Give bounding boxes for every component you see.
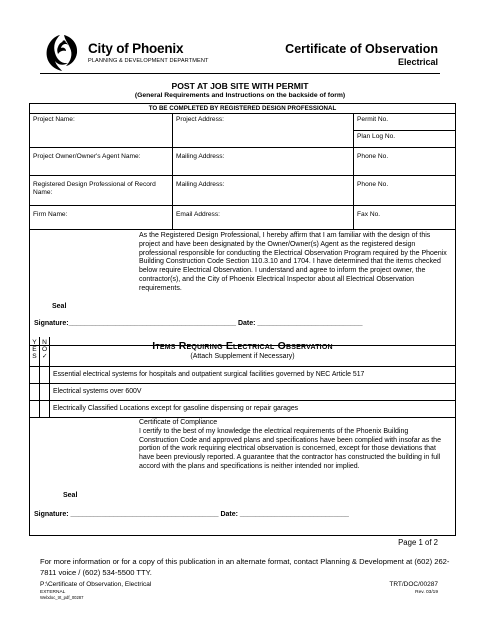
item-yes-checkbox[interactable] (30, 401, 40, 417)
item-row (30, 384, 455, 401)
seal-label: Seal (63, 492, 78, 499)
compliance-title: Certificate of Compliance (139, 419, 218, 426)
webdoc-id: Webdoc_trt_pdf_00287 (40, 595, 84, 600)
item-no-checkbox[interactable] (40, 384, 50, 400)
plan-log-no-field[interactable]: Plan Log No. (357, 133, 396, 140)
affirmation-text: As the Registered Design Professional, I hereby affirm that I am familiar with the design of this project and have been designated by the Owner/Owner(s) Agent as the registered design professional responsible for conducting the Electrical Observation Program required by the Phoenix Building Construction Code Section 110.3.10 and 1704. I have determined that the items checked below require Electrical Observation. I understand and agree to inform the project owner, the contractor(s), and the City of Phoenix Electrical Inspector about all Electrical Observation requirements. (139, 232, 447, 292)
document-subtitle: Electrical (397, 57, 438, 67)
compliance-block (139, 419, 449, 472)
compliance-text: I certify to the best of my knowledge the electrical requirements of the Phoenix Building Construction Code and approved plans and specifications have been complied with insofar as the portion of the work requiring electrical observation is concerned, except for those deviations that have been previously reported. A guarantee that the contractor has constructed the building in full accord with the plans and specifications is neither intended nor implied. (139, 427, 441, 470)
document-title: Certificate of Observation (285, 42, 438, 56)
item-yes-checkbox[interactable] (30, 384, 40, 400)
item-row (30, 367, 455, 384)
revision-date: Rev. 03/19 (415, 590, 438, 595)
header-divider (40, 73, 440, 74)
department-name: PLANNING & DEVELOPMENT DEPARTMENT (88, 58, 209, 64)
permit-no-field[interactable]: Permit No. (354, 114, 455, 131)
signature-date-line[interactable]: Signature: ______________________________________ Date: ____________________________ (34, 511, 349, 518)
item-no-checkbox[interactable] (40, 401, 50, 417)
item-text: Essential electrical systems for hospitals and outpatient surgical facilities governed by NEC Article 517 (53, 371, 365, 378)
item-row (30, 401, 455, 418)
owner-mailing-field[interactable]: Mailing Address: (173, 148, 354, 175)
no-column-label: N O ✓ (40, 337, 50, 367)
firm-row (30, 206, 455, 230)
owner-name-field[interactable]: Project Owner/Owner's Agent Name: (30, 148, 173, 175)
project-name-field[interactable]: Project Name: (30, 114, 173, 147)
seal-label: Seal (52, 303, 67, 310)
owner-phone-field[interactable]: Phone No. (357, 153, 389, 160)
item-no-checkbox[interactable] (40, 367, 50, 383)
permit-cell (354, 114, 455, 147)
item-yes-checkbox[interactable] (30, 367, 40, 383)
contact-info: For more information or for a copy of this publication in an alternate format, contact Planning & Development at (602) 262-7811 voice / (602) 534-5500 TTY. (40, 557, 450, 577)
items-subtitle: (Attach Supplement if Necessary) (190, 353, 295, 360)
fax-no-field[interactable]: Fax No. (357, 211, 381, 218)
phoenix-bird-logo-icon (44, 32, 80, 72)
items-title: Items Requiring Electrical Observation (152, 340, 333, 352)
project-row (30, 114, 455, 148)
rdp-mailing-field[interactable]: Mailing Address: (173, 176, 354, 205)
observation-items-section (29, 337, 456, 536)
intro-heading: POST AT JOB SITE WITH PERMIT (171, 81, 309, 91)
document-code: TRT/DOC/00287 (389, 581, 438, 588)
signature-date-line[interactable]: Signature:___________________________________________ Date: ___________________________ (34, 320, 363, 327)
items-header (30, 337, 455, 367)
external-label: EXTERNAL (40, 590, 66, 595)
file-path: P:\Certificate of Observation, Electrical (40, 581, 152, 588)
project-address-field[interactable]: Project Address: (173, 114, 354, 147)
org-name: City of Phoenix (88, 41, 184, 56)
item-text: Electrical systems over 600V (53, 388, 142, 395)
firm-name-field[interactable]: Firm Name: (30, 206, 173, 229)
section-band: TO BE COMPLETED BY REGISTERED DESIGN PROFESSIONAL (30, 104, 455, 114)
email-address-field[interactable]: Email Address: (173, 206, 354, 229)
item-text: Electrically Classified Locations except for gasoline dispensing or repair garages (53, 405, 299, 412)
owner-row (30, 148, 455, 176)
page-number: Page 1 of 2 (398, 538, 438, 547)
intro-subheading: (General Requirements and Instructions on the backside of form) (134, 92, 346, 99)
design-professional-section (29, 103, 456, 346)
rdp-row (30, 176, 455, 206)
yes-column-label: Y E S (30, 337, 40, 367)
rdp-phone-field[interactable]: Phone No. (357, 181, 389, 188)
rdp-name-field[interactable]: Registered Design Professional of Record Name: (30, 176, 173, 205)
